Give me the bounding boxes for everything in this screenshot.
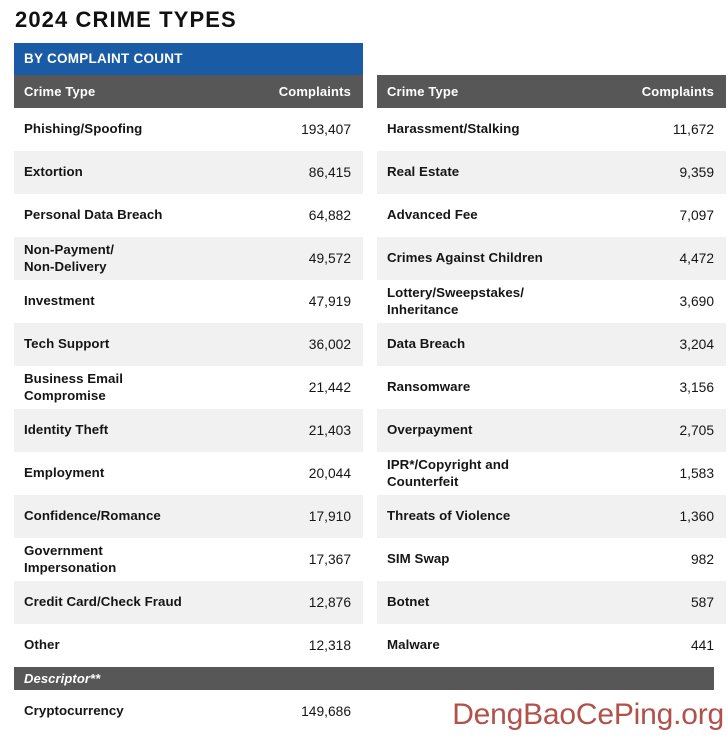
crime-type-label: Non-Payment/ Non-Delivery <box>24 241 114 274</box>
complaint-count-value: 2,705 <box>679 422 714 438</box>
crime-type-label: Threats of Violence <box>387 508 511 524</box>
crime-type-label: Identity Theft <box>24 422 109 438</box>
complaint-count-value: 7,097 <box>679 207 714 223</box>
descriptor-type-label: Cryptocurrency <box>24 703 124 719</box>
complaint-count-value: 20,044 <box>308 465 351 481</box>
crime-type-label: Extortion <box>24 164 83 180</box>
right-crime-table <box>377 75 726 667</box>
complaint-count-value: 64,882 <box>308 207 351 223</box>
descriptor-row-cryptocurrency <box>14 690 363 733</box>
table-row <box>14 366 363 409</box>
left-crime-table <box>14 75 363 667</box>
table-row <box>14 108 363 151</box>
complaint-count-value: 17,910 <box>308 508 351 524</box>
table-row <box>14 624 363 667</box>
table-row <box>14 581 363 624</box>
crime-type-label: Overpayment <box>387 422 473 438</box>
crime-tables <box>14 75 714 667</box>
crime-type-label: Confidence/Romance <box>24 508 161 524</box>
table-row <box>377 194 726 237</box>
table-row <box>377 409 726 452</box>
column-header-crime-type: Crime Type <box>24 84 96 99</box>
crime-type-label: Government Impersonation <box>24 542 117 575</box>
complaint-count-value: 86,415 <box>308 164 351 180</box>
crime-type-label: Other <box>24 637 60 653</box>
crime-type-label: Malware <box>387 637 440 653</box>
complaint-count-value: 17,367 <box>308 551 351 567</box>
table-row <box>377 280 726 323</box>
table-row <box>377 237 726 280</box>
crime-type-label: Credit Card/Check Fraud <box>24 594 182 610</box>
complaint-count-value: 3,690 <box>679 293 714 309</box>
crime-type-label: SIM Swap <box>387 551 450 567</box>
complaint-count-value: 4,472 <box>679 250 714 266</box>
complaint-count-value: 1,360 <box>679 508 714 524</box>
column-header-complaints: Complaints <box>641 84 714 99</box>
complaint-count-value: 441 <box>690 637 714 653</box>
complaint-count-value: 49,572 <box>308 250 351 266</box>
table-row <box>14 237 363 280</box>
table-row <box>14 495 363 538</box>
complaint-count-value: 47,919 <box>308 293 351 309</box>
descriptor-band <box>14 667 714 690</box>
column-header-complaints: Complaints <box>278 84 351 99</box>
crime-type-label: Phishing/Spoofing <box>24 121 143 137</box>
crime-type-label: Business Email Compromise <box>24 370 123 403</box>
by-complaint-count-banner <box>14 43 363 75</box>
crime-type-label: IPR*/Copyright and Counterfeit <box>387 456 510 489</box>
crime-type-label: Real Estate <box>387 164 460 180</box>
table-row <box>14 194 363 237</box>
left-table-header-row <box>14 75 363 108</box>
complaint-count-value: 36,002 <box>308 336 351 352</box>
crime-type-label: Ransomware <box>387 379 471 395</box>
table-row <box>377 151 726 194</box>
table-row <box>377 323 726 366</box>
banner-label: BY COMPLAINT COUNT <box>24 51 183 67</box>
crime-type-label: Employment <box>24 465 105 481</box>
descriptor-band-label: Descriptor** <box>24 671 101 686</box>
complaint-count-value: 982 <box>690 551 714 567</box>
right-table-body <box>377 108 726 667</box>
left-table-body <box>14 108 363 667</box>
crime-type-label: Personal Data Breach <box>24 207 163 223</box>
crime-type-label: Data Breach <box>387 336 466 352</box>
watermark: DengBaoCePing.org <box>452 698 724 731</box>
table-row <box>377 538 726 581</box>
crime-type-label: Investment <box>24 293 95 309</box>
complaint-count-value: 21,403 <box>308 422 351 438</box>
right-table-header-row <box>377 75 726 108</box>
crime-type-label: Lottery/Sweepstakes/ Inheritance <box>387 284 524 317</box>
table-row <box>377 452 726 495</box>
table-row <box>14 409 363 452</box>
crime-type-label: Advanced Fee <box>387 207 478 223</box>
complaint-count-value: 12,876 <box>308 594 351 610</box>
table-row <box>377 624 726 667</box>
table-row <box>377 495 726 538</box>
descriptor-count-value: 149,686 <box>301 703 351 719</box>
crime-type-label: Crimes Against Children <box>387 250 543 266</box>
complaint-count-value: 3,204 <box>679 336 714 352</box>
complaint-count-value: 9,359 <box>679 164 714 180</box>
complaint-count-value: 12,318 <box>308 637 351 653</box>
table-row <box>377 366 726 409</box>
table-row <box>14 538 363 581</box>
complaint-count-value: 1,583 <box>679 465 714 481</box>
complaint-count-value: 21,442 <box>308 379 351 395</box>
complaint-count-value: 11,672 <box>672 121 714 137</box>
table-row <box>14 151 363 194</box>
complaint-count-value: 193,407 <box>301 121 351 137</box>
page-title: 2024 CRIME TYPES <box>15 7 237 32</box>
table-row <box>14 280 363 323</box>
table-row <box>14 452 363 495</box>
table-row <box>14 323 363 366</box>
crime-type-label: Tech Support <box>24 336 110 352</box>
crime-type-label: Botnet <box>387 594 430 610</box>
complaint-count-value: 3,156 <box>679 379 714 395</box>
complaint-count-value: 587 <box>690 594 714 610</box>
column-header-crime-type: Crime Type <box>387 84 459 99</box>
crime-type-label: Harassment/Stalking <box>387 121 520 137</box>
table-row <box>377 581 726 624</box>
table-row <box>377 108 726 151</box>
